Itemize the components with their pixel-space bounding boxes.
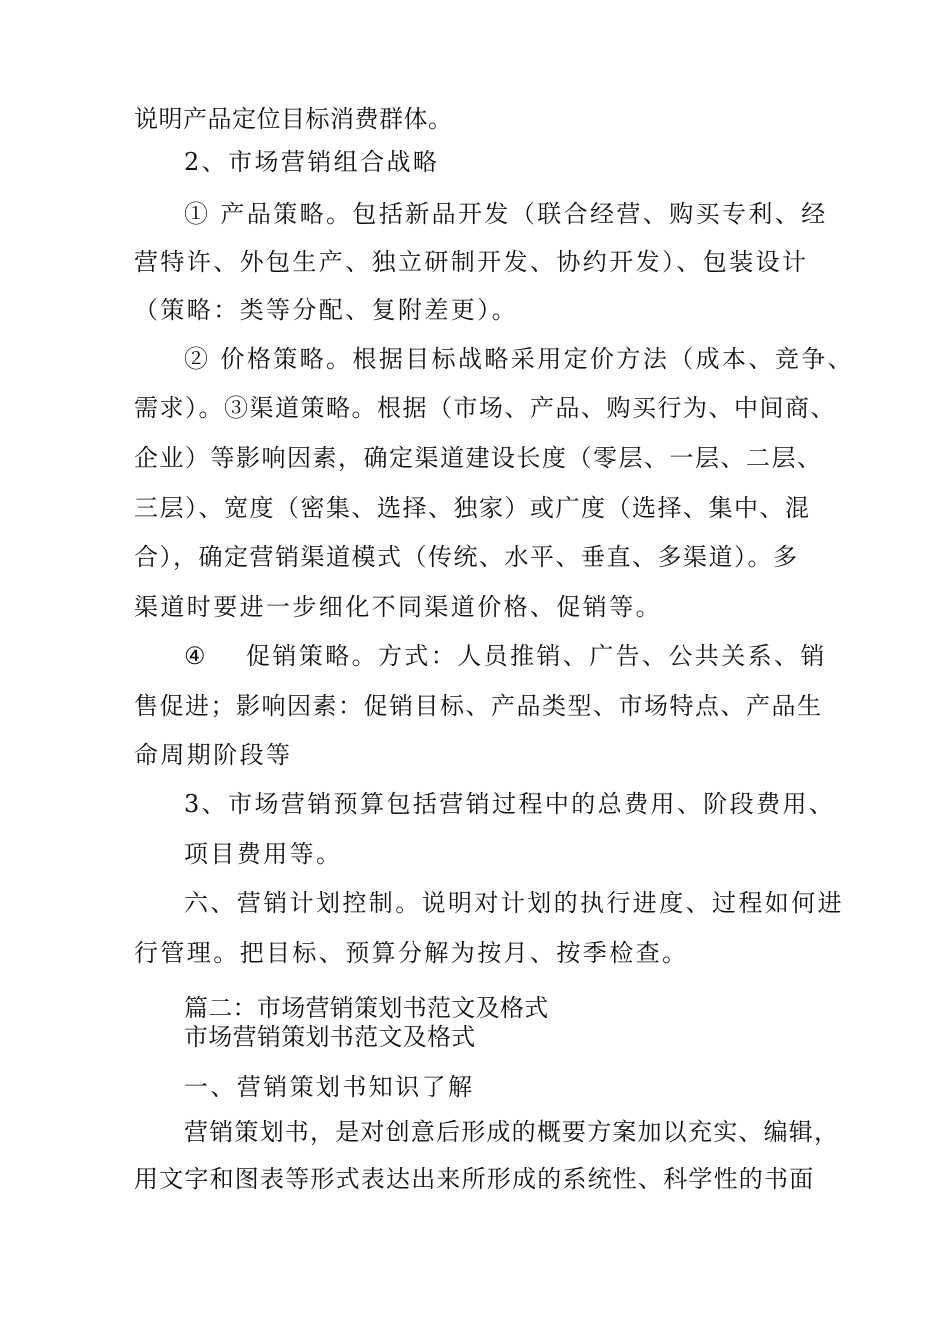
chapter-heading: 篇二：市场营销策划书范文及格式: [184, 994, 549, 1022]
section-heading: 2、市场营销组合战略: [184, 148, 440, 176]
text-line: ② 价格策略。根据目标战略采用定价方法（成本、竞争、: [184, 345, 855, 373]
text-line: （策略：类等分配、复附差更）。: [134, 296, 518, 324]
list-marker: ④: [184, 642, 207, 670]
text-line: 六、营销计划控制。说明对计划的执行进度、过程如何进: [184, 889, 844, 917]
text-line: 企业）等影响因素，确定渠道建设长度（零层、一层、二层、: [134, 444, 823, 472]
text-line: 促销策略。方式：人员推销、广告、公共关系、销: [246, 642, 827, 670]
text-line: 需求）。③渠道策略。根据（市场、产品、购买行为、中间商、: [134, 394, 836, 422]
text-line: ① 产品策略。包括新品开发（联合经营、购买专利、经: [184, 200, 828, 228]
text-line: 三层）、宽度（密集、选择、独家）或广度（选择、集中、混: [134, 494, 811, 522]
text-line: 营特许、外包生产、独立研制开发、协约开发）、包装设计: [134, 248, 809, 276]
text-line: 渠道时要进一步细化不同渠道价格、促销等。: [134, 593, 662, 621]
text-line: 用文字和图表等形式表达出来所形成的系统性、科学性的书面: [134, 1165, 815, 1193]
section-heading: 一、营销策划书知识了解: [184, 1073, 475, 1101]
document-title: 市场营销策划书范文及格式: [184, 1023, 476, 1051]
text-line: 命周期阶段等: [134, 741, 293, 769]
text-line: 售促进；影响因素：促销目标、产品类型、市场特点、产品生: [134, 692, 823, 720]
text-line: 3、市场营销预算包括营销过程中的总费用、阶段费用、: [184, 790, 836, 818]
text-line: 项目费用等。: [184, 840, 343, 868]
text-line: 合），确定营销渠道模式（传统、水平、垂直、多渠道）。多: [134, 543, 799, 571]
text-line: 营销策划书，是对创意后形成的概要方案加以充实、编辑，: [184, 1118, 840, 1146]
text-line: 行管理。把目标、预算分解为按月、按季检查。: [134, 939, 689, 967]
text-line: 说明产品定位目标消费群体。: [134, 105, 453, 133]
